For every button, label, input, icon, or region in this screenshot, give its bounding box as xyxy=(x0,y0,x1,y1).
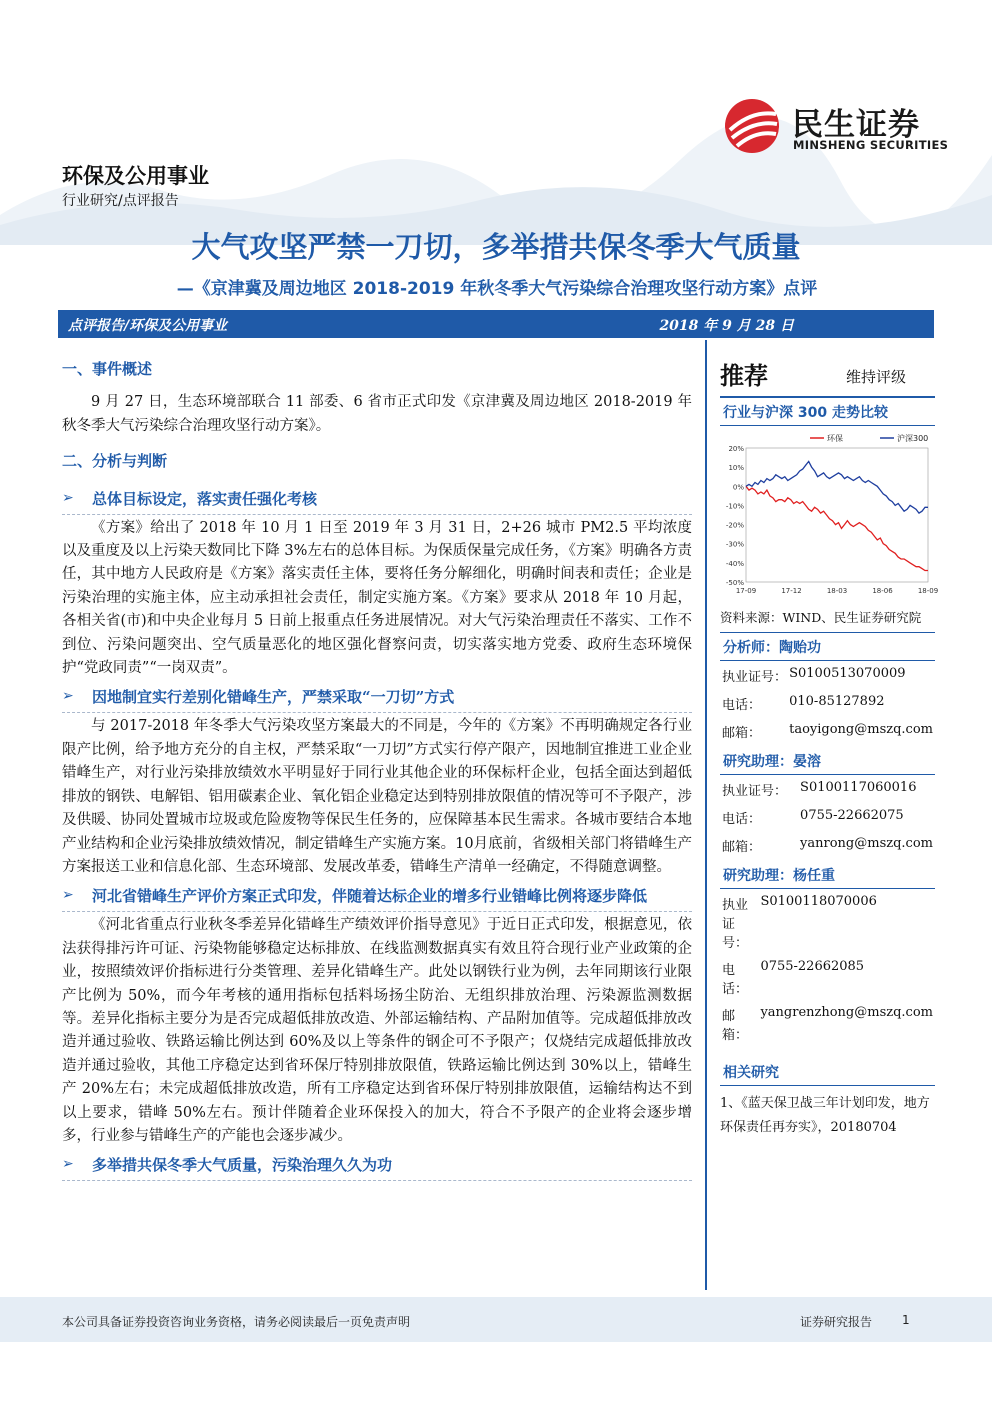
related-title: 相关研究 xyxy=(720,1058,935,1086)
assistant2-contact: 执业证号： S0100118070006 电话： 0755-22662085 邮箱： yangrenzhong@mszq.com xyxy=(722,894,933,1043)
legend-label: 沪深300 xyxy=(897,434,929,443)
assistant2-title: 研究助理：杨任重 xyxy=(720,861,935,889)
footer-disclaimer: 本公司具备证券投资咨询业务资格，请务必阅读最后一页免责声明 xyxy=(62,1315,411,1329)
point-paragraph: 与 2017-2018 年冬季大气污染攻坚方案最大的不同是，今年的《方案》不再明确规定各行业限产比例，给予地方充分的自主权，严禁采取“一刀切”方式实行停产限产，因地制宜推进工业企业错峰生产，对行业污染排放绩效水平明显好于同行业其他企业的环保标杆企业，包括全面达到超低排放的钢铁、电解铝、铝用碳素企业、氧化铝企业稳定达到特别排放限值的情况等可不予限产，涉及供暖、协同处置城市垃圾或危险废物等保民生任务的，应保障基本民生需求。各城市要结合本地产业结构和企业污染排放绩效情况，制定错峰生产实施方案。10月底前，省级相关部门将错峰生产方案报送工业和信息化部、生态环境部、发展改革委，错峰生产清单一经确定，不得随意调整。 xyxy=(62,718,692,875)
trend-chart xyxy=(720,430,939,600)
arrow-bullet-icon: ➢ xyxy=(62,688,74,705)
report-subtitle: —《京津冀及周边地区 2018-2019 年秋冬季大气污染综合治理攻坚行动方案》点评 xyxy=(176,279,818,299)
plot-frame xyxy=(746,448,928,582)
y-tick-label: 20% xyxy=(728,445,744,453)
arrow-bullet-icon: ➢ xyxy=(62,1156,74,1173)
related-item: 1、《蓝天保卫战三年计划印发，地方环保责任再夯实》，20180704 xyxy=(720,1096,930,1135)
y-tick-label: -10% xyxy=(725,502,744,511)
column-divider xyxy=(705,340,707,1290)
x-tick-label: 17-09 xyxy=(735,587,757,595)
series-line-hs300 xyxy=(746,461,928,513)
x-tick-label: 18-09 xyxy=(917,587,939,595)
legend-label: 环保 xyxy=(827,434,843,443)
category-band xyxy=(58,310,934,338)
y-tick-label: 10% xyxy=(728,464,744,473)
band-category: 点评报告/环保及公用事业 xyxy=(68,318,228,334)
main-column xyxy=(62,358,692,1183)
logo-english-name: MINSHENG SECURITIES xyxy=(793,138,949,152)
y-tick-label: 0% xyxy=(732,483,744,492)
rating: 推荐 xyxy=(720,362,768,390)
y-tick-label: -50% xyxy=(725,579,744,587)
chart-title: 行业与沪深 300 走势比较 xyxy=(720,398,935,426)
page-number: 1 xyxy=(902,1313,910,1327)
event-paragraph: 9 月 27 日，生态环境部联合 11 部委、6 省市正式印发《京津冀及周边地区 2018-2019 年秋冬季大气污染综合治理攻坚行动方案》。 xyxy=(62,394,692,434)
assistant1-contact: 执业证号： S0100117060016 电话： 0755-22662075 邮箱： yanrong@mszq.com xyxy=(722,780,933,855)
report-type: 行业研究/点评报告 xyxy=(62,193,179,209)
logo-chinese-name: 民生证券 xyxy=(792,107,920,143)
band-date: 2018 年 9 月 28 日 xyxy=(659,318,794,334)
arrow-bullet-icon: ➢ xyxy=(62,887,74,904)
footer xyxy=(0,1297,992,1342)
assistant1-title: 研究助理：晏溶 xyxy=(720,747,935,775)
y-tick-label: -30% xyxy=(725,540,744,549)
analyst-title: 分析师：陶贻功 xyxy=(720,633,935,661)
point-heading: ➢ 因地制宜实行差别化错峰生产，严禁采取“一刀切”方式 xyxy=(62,682,692,713)
point-heading: ➢ 多举措共保冬季大气质量，污染治理久久为功 xyxy=(62,1150,692,1181)
point-paragraph: 《方案》给出了 2018 年 10 月 1 日至 2019 年 3 月 31 日，2+26 城市 PM2.5 平均浓度以及重度及以上污染天数同比下降 3%左右的总体目标。为保质保量完成任务，《方案》明确各方责任，其中地方人民政府是《方案》落实责任主体，要将任务分解细化，明确时间表和责任；企业是污染治理的实施主体，应主动承担社会责任，制定实施方案。《方案》要求从 2018 年 10 月起，各相关省(市)和中央企业每月 5 日前上报重点任务进展情况。对大气污染治理责任不落实、工作不到位、污染问题突出、空气质量恶化的地区强化督察问责，切实落实地方党委、政府生态环境保护“党政同责”“一岗双责”。 xyxy=(62,519,692,677)
y-tick-label: -20% xyxy=(725,521,744,530)
sector-name: 环保及公用事业 xyxy=(62,164,209,188)
sidebar xyxy=(720,352,939,1140)
report-title: 大气攻坚严禁一刀切，多举措共保冬季大气质量 xyxy=(191,230,801,264)
footer-label: 证券研究报告 xyxy=(800,1315,873,1329)
rating-box xyxy=(720,352,935,398)
chart-source: 资料来源：WIND、民生证券研究院 xyxy=(720,604,935,633)
series-line-env xyxy=(746,486,928,570)
y-tick-label: -40% xyxy=(725,559,744,568)
section-analysis-title: 二、分析与判断 xyxy=(62,452,168,471)
rating-note: 维持评级 xyxy=(846,368,907,386)
x-tick-label: 18-03 xyxy=(826,587,848,595)
point-heading: ➢ 河北省错峰生产评价方案正式印发，伴随着达标企业的增多行业错峰比例将逐步降低 xyxy=(62,881,692,912)
x-tick-label: 17-12 xyxy=(781,587,802,595)
section-event-title: 一、事件概述 xyxy=(62,360,153,378)
analyst-contact: 执业证号： S0100513070009 电话： 010-85127892 邮箱： taoyigong@mszq.com xyxy=(722,666,933,741)
point-paragraph: 《河北省重点行业秋冬季差异化错峰生产绩效评价指导意见》于近日正式印发，根据意见，依法获得排污许可证、污染物能够稳定达标排放、在线监测数据真实有效且符合现行业产业政策的企业，按照绩效评价指标进行分类管理、差异化错峰生产。此处以钢铁行业为例，去年同期该行业限产比例为 50%，而今年考核的通用指标包括料场扬尘防治、无组织排放治理、污染源监测数据等。差异化指标主要分为是否完成超低排放改造、外部运输结构、产品附加值等。完成超低排放改造并通过验收、铁路运输比例达到 60%及以上等条件的钢企可不予限产；仅烧结完成超低排放改造并通过验收，其他工序稳定达到省环保厅特别排放限值，铁路运输比例达到 30%以上，错峰生产 20%左右；未完成超低排放改造，所有工序稳定达到省环保厅特别排放限值，运输结构达不到以上要求，错峰 50%左右。预计伴随着企业环保投入的加大，符合不予限产的企业将会逐步增多，行业参与错峰生产的产能也会逐步减少。 xyxy=(62,917,692,1144)
x-tick-label: 18-06 xyxy=(872,587,893,595)
arrow-bullet-icon: ➢ xyxy=(62,489,74,506)
point-heading: ➢ 总体目标设定，落实责任强化考核 xyxy=(62,484,692,515)
